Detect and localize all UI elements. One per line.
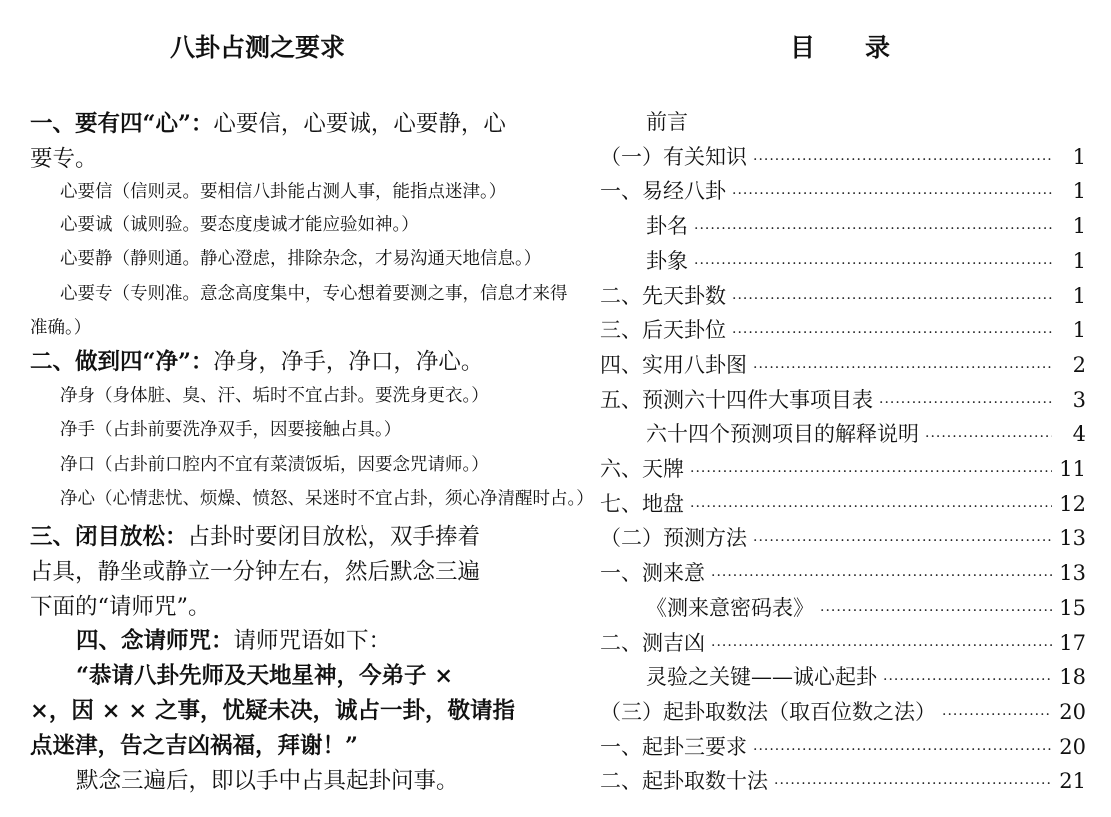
toc-dot-leader <box>879 395 1052 411</box>
section-text: 占卦时要闭目放松，双手捧着 <box>187 524 481 550</box>
text-line: 下面的“请师咒”。 <box>30 594 211 620</box>
text-line: 净手（占卦前要洗净双手，因要接触占具。） <box>60 420 402 440</box>
text-line: 占具，静坐或静立一分钟左右，然后默念三遍 <box>30 559 481 585</box>
toc-entry[interactable] <box>600 106 1086 138</box>
text-line: 要专。 <box>30 146 98 172</box>
toc-dot-leader <box>732 291 1052 307</box>
text-line: 点迷津，告之吉凶祸福，拜谢！” <box>30 733 358 759</box>
toc-page-number: 1 <box>1072 283 1086 308</box>
right-page <box>600 0 1100 817</box>
toc-entry-title: 前言 <box>646 110 688 134</box>
toc-dot-leader <box>694 256 1052 272</box>
toc-dot-leader <box>883 672 1052 688</box>
section-text: 净身，净手，净口，净心。 <box>213 349 484 375</box>
toc-dot-leader <box>753 533 1052 549</box>
toc-entry-title: 《测来意密码表》 <box>646 595 814 620</box>
section-label: 四、念请师咒： <box>76 628 234 654</box>
toc-entry[interactable] <box>600 557 1086 589</box>
toc-entry-title: 一、测来意 <box>600 561 705 586</box>
toc-entry[interactable] <box>600 349 1086 381</box>
toc-entry[interactable] <box>600 696 1086 728</box>
text-line: 准确。） <box>30 318 92 338</box>
toc-entry-title: 二、测吉凶 <box>600 630 705 655</box>
toc-entry[interactable] <box>600 384 1086 416</box>
text-line: 心要信（信则灵。要相信八卦能占测人事，能指点迷津。） <box>60 182 507 202</box>
text-line <box>30 106 506 138</box>
toc-entry-title: 七、地盘 <box>600 491 684 516</box>
toc-page-number: 17 <box>1059 630 1086 655</box>
toc-entry-title: 一、易经八卦 <box>600 179 726 204</box>
section-label: 一、要有四“心”： <box>30 111 214 137</box>
text-line <box>30 519 480 551</box>
toc-dot-leader <box>732 325 1052 341</box>
toc-page-number: 15 <box>1059 595 1086 620</box>
toc-dot-leader <box>942 707 1052 723</box>
toc-page-number: 13 <box>1059 561 1086 586</box>
toc-entry-title: （一）有关知识 <box>600 144 747 169</box>
toc-entry[interactable] <box>600 453 1086 485</box>
toc-entry[interactable] <box>600 210 1086 242</box>
toc-entry[interactable] <box>600 141 1086 173</box>
toc-entry-title: 灵验之关键——诚心起卦 <box>646 665 877 690</box>
toc-dot-leader <box>753 742 1052 758</box>
toc-page-number: 12 <box>1059 491 1086 516</box>
section-text: 心要信，心要诚，心要静，心 <box>213 111 506 137</box>
text-line: “恭请八卦先师及天地星神，今弟子 × <box>76 663 454 689</box>
toc-page-number: 1 <box>1072 179 1086 204</box>
toc-dot-leader <box>690 499 1052 515</box>
toc-entry[interactable] <box>600 522 1086 554</box>
section-label: 二、做到四“净”： <box>30 349 214 375</box>
toc-entry[interactable] <box>600 731 1086 763</box>
text-line: 心要诚（诚则验。要态度虔诚才能应验如神。） <box>60 215 419 235</box>
toc-entry[interactable] <box>600 175 1086 207</box>
toc-dot-leader <box>925 429 1052 445</box>
toc-dot-leader <box>753 152 1052 168</box>
toc-page-number: 11 <box>1059 457 1086 481</box>
toc-entry-title: 一、起卦三要求 <box>600 734 747 759</box>
toc-entry[interactable] <box>600 488 1086 520</box>
text-line: 心要专（专则准。意念高度集中，专心想着要测之事，信息才来得 <box>60 284 568 304</box>
toc-entry-title: 六十四个预测项目的解释说明 <box>646 422 919 447</box>
toc-entry[interactable] <box>600 418 1086 450</box>
toc-entry[interactable] <box>600 245 1086 277</box>
toc-entry-title: 四、实用八卦图 <box>600 352 747 377</box>
toc-entry[interactable] <box>600 280 1086 312</box>
toc-entry-title: 卦象 <box>646 248 688 273</box>
toc-entry[interactable] <box>600 627 1086 659</box>
text-line: 心要静（静则通。静心澄虑，排除杂念，才易沟通天地信息。） <box>60 249 542 269</box>
toc-dot-leader <box>774 776 1052 792</box>
toc-page-number: 4 <box>1072 422 1086 447</box>
toc-entry-title: 五、预测六十四件大事项目表 <box>600 387 873 412</box>
toc-entry[interactable] <box>600 765 1086 797</box>
toc-title: 目 录 <box>790 33 891 62</box>
toc-entry-title: （三）起卦取数法（取百位数之法） <box>600 699 936 724</box>
toc-page-number: 1 <box>1072 214 1086 239</box>
toc-page-number: 20 <box>1059 699 1086 724</box>
toc-entry-title: 卦名 <box>646 214 688 239</box>
toc-dot-leader <box>753 360 1052 376</box>
toc-page-number: 13 <box>1059 526 1086 551</box>
text-line: 净身（身体脏、臭、汗、垢时不宜占卦。要洗身更衣。） <box>60 386 489 406</box>
toc-page-number: 1 <box>1072 144 1086 169</box>
toc-entry[interactable] <box>600 592 1086 624</box>
text-line <box>76 623 391 655</box>
toc-page-number: 1 <box>1072 248 1086 273</box>
toc-dot-leader <box>711 568 1052 584</box>
toc-page-number: 21 <box>1059 769 1086 794</box>
toc-page-number: 20 <box>1059 734 1086 759</box>
toc-page-number: 1 <box>1072 318 1086 343</box>
toc-dot-leader <box>711 638 1052 654</box>
text-line: 净口（占卦前口腔内不宜有菜渍饭垢，因要念咒请师。） <box>60 455 489 475</box>
section-label: 三、闭目放松： <box>30 524 188 550</box>
toc-dot-leader <box>820 603 1052 619</box>
text-line: 默念三遍后，即以手中占具起卦问事。 <box>76 768 459 794</box>
toc-entry-title: 三、后天卦位 <box>600 318 726 343</box>
left-page-title: 八卦占测之要求 <box>170 33 346 62</box>
toc-entry-title: 二、起卦取数十法 <box>600 769 768 794</box>
toc-dot-leader <box>690 464 1052 480</box>
toc-entry-title: 二、先天卦数 <box>600 283 726 308</box>
toc-entry[interactable] <box>600 661 1086 693</box>
toc-page-number: 18 <box>1059 665 1086 690</box>
toc-dot-leader <box>732 186 1052 202</box>
text-line <box>30 344 483 376</box>
toc-dot-leader <box>694 221 1052 237</box>
text-line: 净心（心情悲忧、烦燥、愤怒、呆迷时不宜占卦，须心净清醒时占。） <box>60 489 594 509</box>
toc-entry-title: （二）预测方法 <box>600 526 747 551</box>
toc-page-number: 3 <box>1072 387 1086 412</box>
text-line: ×，因 × × 之事，忧疑未决，诚占一卦，敬请指 <box>30 698 516 724</box>
section-text: 请师咒语如下： <box>233 628 392 654</box>
toc-page-number: 2 <box>1072 352 1086 377</box>
toc-entry[interactable] <box>600 314 1086 346</box>
toc-entry-title: 六、天牌 <box>600 457 684 481</box>
